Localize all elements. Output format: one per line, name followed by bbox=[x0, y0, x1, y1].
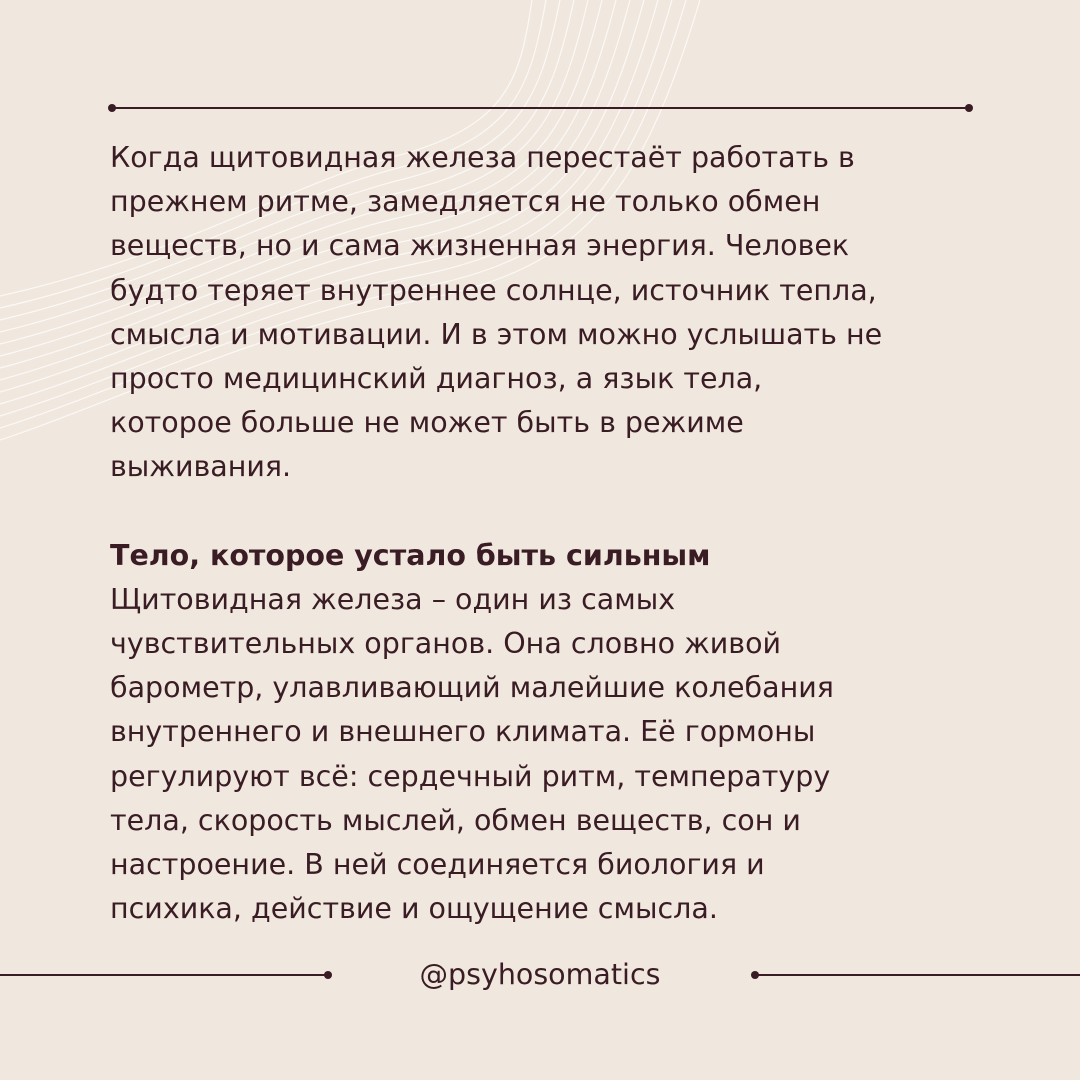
paragraph-1: Когда щитовидная железа перестаёт работать в прежнем ритме, замедляется не только обмен веществ, но и сама жизненная энергия. Человек будто теряет внутреннее солнце, источник тепла, смысла и мотивации. И в этом можно услышать не просто медицинский диагноз, а язык тела, которое больше не может быть в режиме выживания. bbox=[110, 141, 883, 484]
top-divider bbox=[112, 107, 969, 109]
divider-dot bbox=[965, 104, 973, 112]
article-body bbox=[110, 136, 990, 931]
divider-dot bbox=[108, 104, 116, 112]
subheading: Тело, которое устало быть сильным bbox=[110, 538, 711, 572]
paragraph-2: Щитовидная железа – один из самых чувствительных органов. Она словно живой барометр, улавливающий малейшие колебания внутреннего и внешнего климата. Её гормоны регулируют всё: сердечный ритм, температуру тела, скорость мыслей, обмен веществ, сон и настроение. В ней соединяется биология и психика, действие и ощущение смысла. bbox=[110, 582, 834, 926]
bottom-divider-right bbox=[755, 974, 1080, 976]
author-handle: @psyhosomatics bbox=[419, 958, 661, 991]
paragraph-gap bbox=[110, 490, 990, 534]
divider-dot bbox=[751, 971, 759, 979]
